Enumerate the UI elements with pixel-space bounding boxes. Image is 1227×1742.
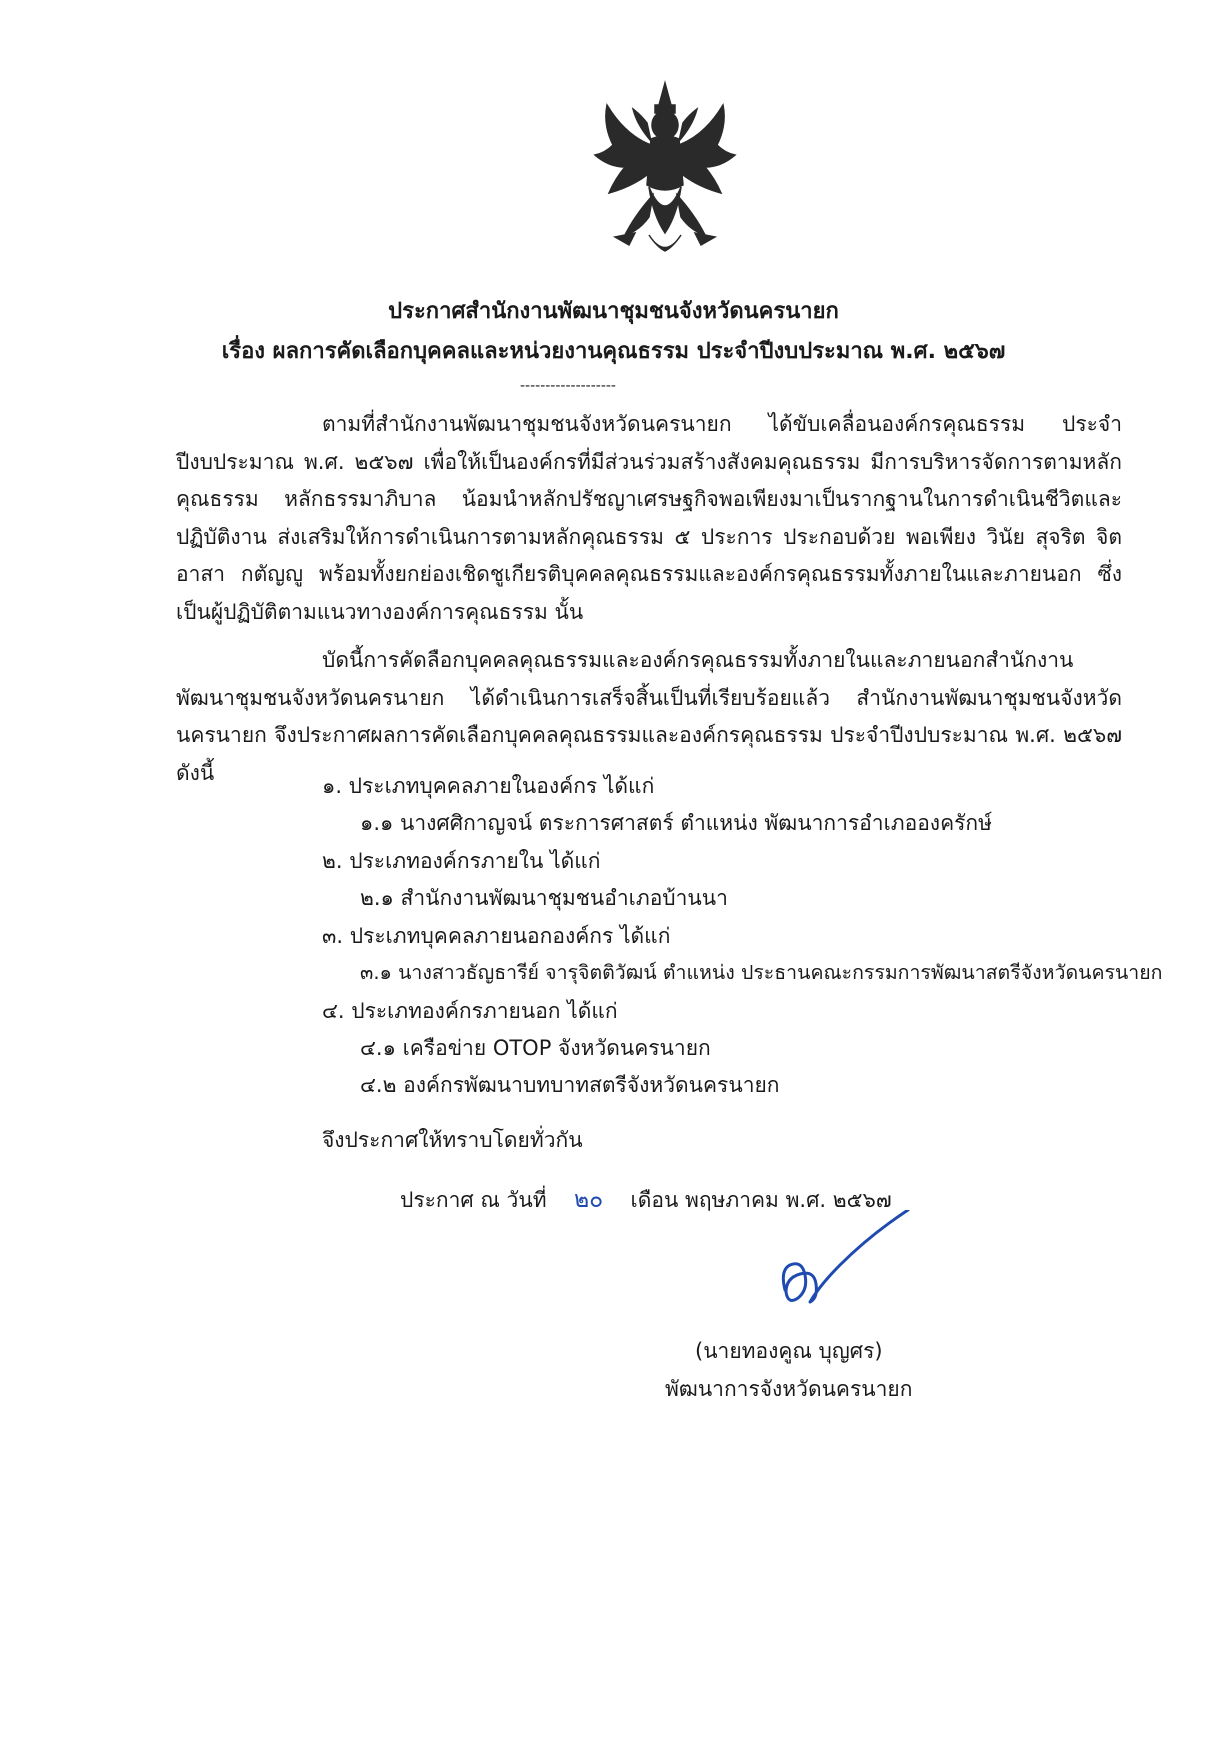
body-paragraph-1-text: ตามที่สำนักงานพัฒนาชุมชนจังหวัดนครนายก ได้ขับเคลื่อนองค์กรคุณธรรม ประจำปีงบประมาณ พ.ศ. ๒๕๖๗ เพื่อให้เป็นองค์กรที่มีส่วนร่วมสร้างสังคมคุณธรรม มีการบริหารจัดการตามหลักคุณธรรม หลักธรรมาภิบาล น้อมนำหลักปรัชญาเศรษฐกิจพอเพียงมาเป็นรากฐานในการดำเนินชีวิตและปฏิบัติงาน ส่งเสริมให้การดำเนินการตามหลักคุณธรรม ๕ ประการ ประกอบด้วย พอเพียง วินัย สุจริต จิตอาสา กตัญญู พร้อมทั้งยกย่องเชิดชูเกียรติบุคคลคุณธรรมและองค์กรคุณธรรมทั้งภายในและภายนอก ซึ่งเป็นผู้ปฏิบัติตามแนวทางองค์การคุณธรรม นั้น — [176, 412, 1122, 624]
category-1-item-1: ๑.๑ นางศศิกาญจน์ ตระการศาสตร์ ตำแหน่ง พัฒนาการอำเภอองครักษ์ — [360, 811, 992, 835]
signatory-position: พัฒนาการจังหวัดนครนายก — [665, 1377, 913, 1401]
date-prefix: ประกาศ ณ วันที่ — [400, 1188, 547, 1212]
body-paragraph-1 — [176, 406, 1122, 631]
category-1: ๑. ประเภทบุคคลภายในองค์กร ได้แก่ — [322, 774, 655, 798]
announcement-closing: จึงประกาศให้ทราบโดยทั่วกัน — [322, 1128, 583, 1152]
garuda-emblem-icon — [585, 75, 745, 265]
category-4: ๔. ประเภทองค์กรภายนอก ได้แก่ — [322, 999, 618, 1023]
body-paragraph-2-text: บัดนี้การคัดลือกบุคคลคุณธรรมและองค์กรคุณธรรมทั้งภายในและภายนอกสำนักงานพัฒนาชุมชนจังหวัดนครนายก ได้ดำเนินการเสร็จสิ้นเป็นที่เรียบร้อยแล้ว สำนักงานพัฒนาชุมชนจังหวัดนครนายก จึงประกาศผลการคัดเลือกบุคคลคุณธรรมและองค์กรคุณธรรม ประจำปีงปบระมาณ พ.ศ. ๒๕๖๗ ดังนี้ — [176, 648, 1122, 785]
signatory-name: (นายทองคูณ บุญศร) — [695, 1339, 883, 1363]
category-2-item-1: ๒.๑ สำนักงานพัฒนาชุมชนอำเภอบ้านนา — [360, 886, 728, 910]
category-4-item-2: ๔.๒ องค์กรพัฒนาบทบาทสตรีจังหวัดนครนายก — [360, 1073, 780, 1097]
category-3-item-1: ๓.๑ นางสาวธัญธารีย์ จารุจิตติวัฒน์ ตำแหน่ง ประธานคณะกรรมการพัฒนาสตรีจังหวัดนครนายก — [360, 961, 1163, 984]
date-day: ๒๐ — [573, 1187, 604, 1213]
category-2: ๒. ประเภทองค์กรภายใน ได้แก่ — [322, 849, 601, 873]
title-divider: ------------------- — [520, 378, 616, 394]
document-subject: เรื่อง ผลการคัดเลือกบุคคลและหน่วยงานคุณธรรม ประจำปีงบประมาณ พ.ศ. ๒๕๖๗ — [221, 339, 1006, 364]
category-3: ๓. ประเภทบุคคลภายนอกองค์กร ได้แก่ — [322, 924, 671, 948]
document-title: ประกาศสำนักงานพัฒนาชุมชนจังหวัดนครนายก — [388, 299, 839, 324]
signature-image — [780, 1210, 910, 1320]
date-suffix: เดือน พฤษภาคม พ.ศ. ๒๕๖๗ — [630, 1188, 892, 1212]
category-4-item-1: ๔.๑ เครือข่าย OTOP จังหวัดนครนายก — [360, 1036, 711, 1060]
